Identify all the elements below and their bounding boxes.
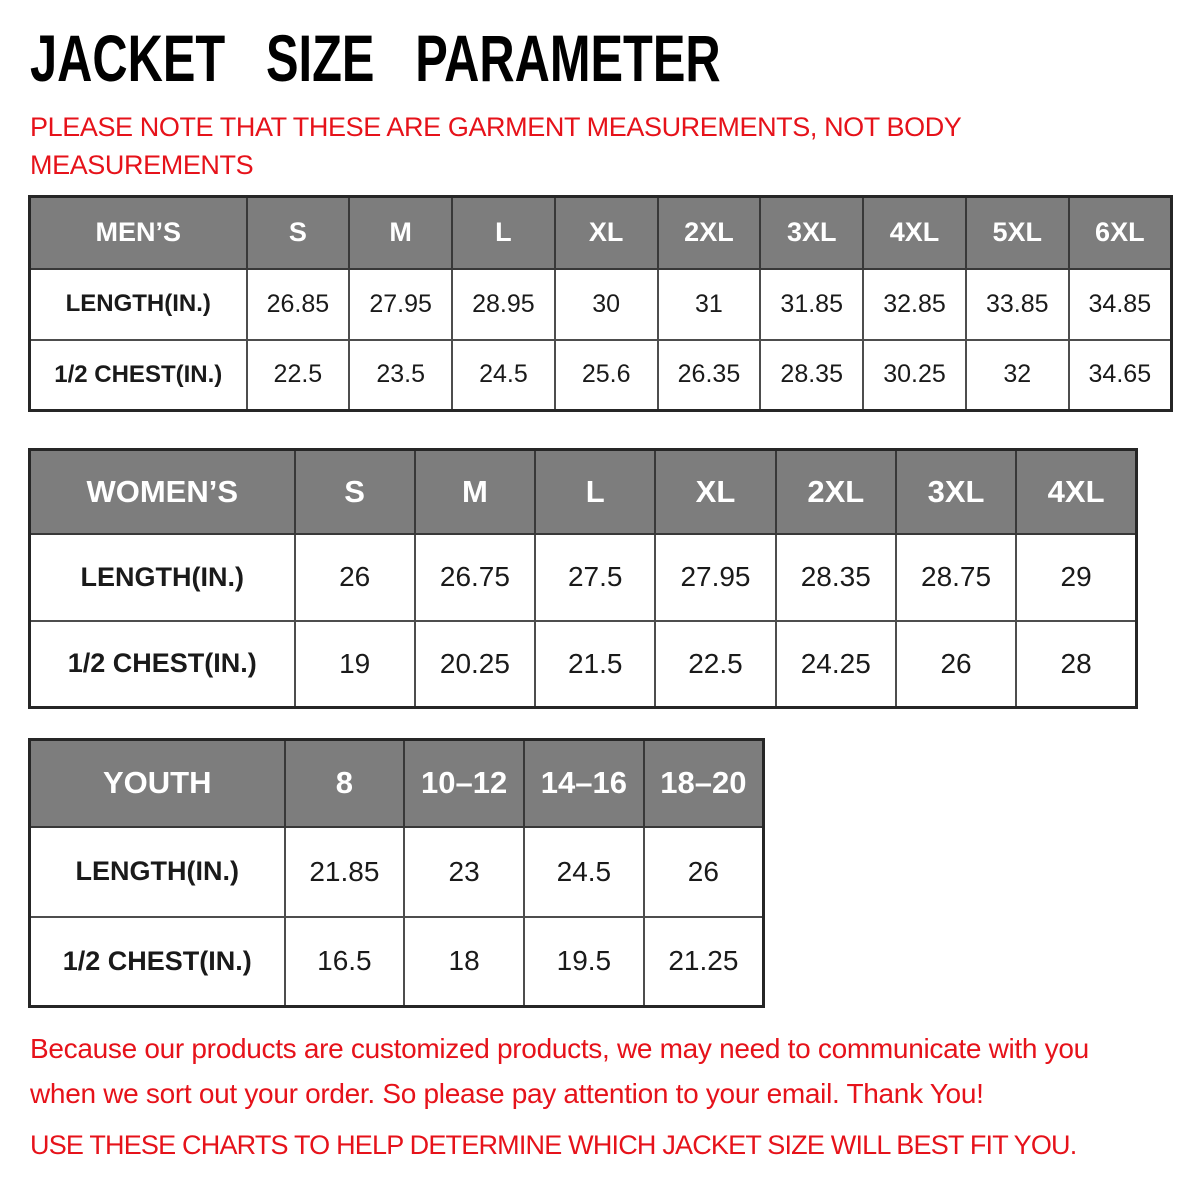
mens-header-row: [30, 197, 1172, 269]
mens-value-cell: 31: [658, 269, 761, 340]
customization-notice-line-1: Because our products are customized products, we may need to communicate with you: [30, 1033, 1089, 1064]
womens-size-table: [28, 448, 1138, 709]
mens-value-cell: 28.35: [760, 340, 863, 411]
mens-size-table-container: [28, 195, 1173, 412]
mens-value-cell: 33.85: [966, 269, 1069, 340]
mens-row-label: 1/2 CHEST(IN.): [30, 340, 247, 411]
mens-size-col-5XL: 5XL: [966, 197, 1069, 269]
womens-size-col-L: L: [535, 450, 655, 534]
note-line-2: MEASUREMENTS: [30, 150, 254, 180]
mens-value-cell: 25.6: [555, 340, 658, 411]
youth-measurement-row: [30, 827, 764, 917]
mens-size-col-2XL: 2XL: [658, 197, 761, 269]
youth-table-title: YOUTH: [30, 740, 285, 827]
youth-value-cell: 21.85: [285, 827, 405, 917]
womens-value-cell: 27.5: [535, 534, 655, 621]
mens-value-cell: 23.5: [349, 340, 452, 411]
womens-table-title: WOMEN’S: [30, 450, 295, 534]
note-line-1: PLEASE NOTE THAT THESE ARE GARMENT MEASUREMENTS, NOT BODY: [30, 112, 962, 142]
mens-value-cell: 32: [966, 340, 1069, 411]
womens-size-table-container: [28, 448, 1138, 709]
mens-size-col-6XL: 6XL: [1069, 197, 1172, 269]
womens-size-col-2XL: 2XL: [776, 450, 896, 534]
youth-size-col-10–12: 10–12: [404, 740, 524, 827]
womens-value-cell: 19: [295, 621, 415, 708]
mens-value-cell: 24.5: [452, 340, 555, 411]
womens-row-label: 1/2 CHEST(IN.): [30, 621, 295, 708]
womens-size-col-M: M: [415, 450, 535, 534]
youth-value-cell: 24.5: [524, 827, 644, 917]
youth-value-cell: 18: [404, 917, 524, 1007]
youth-value-cell: 26: [644, 827, 764, 917]
mens-value-cell: 32.85: [863, 269, 966, 340]
mens-table-title: MEN’S: [30, 197, 247, 269]
mens-size-col-XL: XL: [555, 197, 658, 269]
womens-value-cell: 29: [1016, 534, 1136, 621]
womens-value-cell: 28.75: [896, 534, 1016, 621]
mens-value-cell: 22.5: [247, 340, 350, 411]
mens-size-table: [28, 195, 1173, 412]
mens-value-cell: 30: [555, 269, 658, 340]
mens-value-cell: 30.25: [863, 340, 966, 411]
mens-row-label: LENGTH(IN.): [30, 269, 247, 340]
youth-row-label: 1/2 CHEST(IN.): [30, 917, 285, 1007]
mens-value-cell: 34.85: [1069, 269, 1172, 340]
youth-size-col-14–16: 14–16: [524, 740, 644, 827]
mens-size-col-S: S: [247, 197, 350, 269]
mens-measurement-row: [30, 340, 1172, 411]
customization-notice-line-2: when we sort out your order. So please pay attention to your email. Thank You!: [30, 1078, 984, 1109]
youth-measurement-row: [30, 917, 764, 1007]
youth-value-cell: 16.5: [285, 917, 405, 1007]
mens-size-col-3XL: 3XL: [760, 197, 863, 269]
youth-size-col-8: 8: [285, 740, 405, 827]
womens-value-cell: 26.75: [415, 534, 535, 621]
mens-value-cell: 28.95: [452, 269, 555, 340]
womens-value-cell: 22.5: [655, 621, 775, 708]
womens-size-col-XL: XL: [655, 450, 775, 534]
womens-value-cell: 21.5: [535, 621, 655, 708]
mens-value-cell: 27.95: [349, 269, 452, 340]
womens-measurement-row: [30, 534, 1137, 621]
youth-value-cell: 23: [404, 827, 524, 917]
womens-size-col-4XL: 4XL: [1016, 450, 1136, 534]
womens-header-row: [30, 450, 1137, 534]
youth-size-table: [28, 738, 765, 1008]
youth-value-cell: 19.5: [524, 917, 644, 1007]
mens-value-cell: 31.85: [760, 269, 863, 340]
youth-row-label: LENGTH(IN.): [30, 827, 285, 917]
womens-value-cell: 28.35: [776, 534, 896, 621]
womens-value-cell: 26: [295, 534, 415, 621]
mens-value-cell: 26.35: [658, 340, 761, 411]
youth-header-row: [30, 740, 764, 827]
customization-notice: [30, 1026, 1089, 1116]
mens-size-col-M: M: [349, 197, 452, 269]
womens-value-cell: 27.95: [655, 534, 775, 621]
womens-value-cell: 20.25: [415, 621, 535, 708]
womens-size-col-S: S: [295, 450, 415, 534]
youth-size-col-18–20: 18–20: [644, 740, 764, 827]
mens-value-cell: 26.85: [247, 269, 350, 340]
mens-size-col-4XL: 4XL: [863, 197, 966, 269]
womens-row-label: LENGTH(IN.): [30, 534, 295, 621]
womens-value-cell: 26: [896, 621, 1016, 708]
mens-measurement-row: [30, 269, 1172, 340]
page-title: JACKET SIZE PARAMETER: [30, 21, 721, 96]
youth-value-cell: 21.25: [644, 917, 764, 1007]
garment-measurement-note: [30, 108, 961, 184]
womens-size-col-3XL: 3XL: [896, 450, 1016, 534]
womens-measurement-row: [30, 621, 1137, 708]
womens-value-cell: 24.25: [776, 621, 896, 708]
womens-value-cell: 28: [1016, 621, 1136, 708]
mens-size-col-L: L: [452, 197, 555, 269]
fit-advice-note: USE THESE CHARTS TO HELP DETERMINE WHICH JACKET SIZE WILL BEST FIT YOU.: [30, 1130, 1077, 1160]
mens-value-cell: 34.65: [1069, 340, 1172, 411]
youth-size-table-container: [28, 738, 765, 1008]
